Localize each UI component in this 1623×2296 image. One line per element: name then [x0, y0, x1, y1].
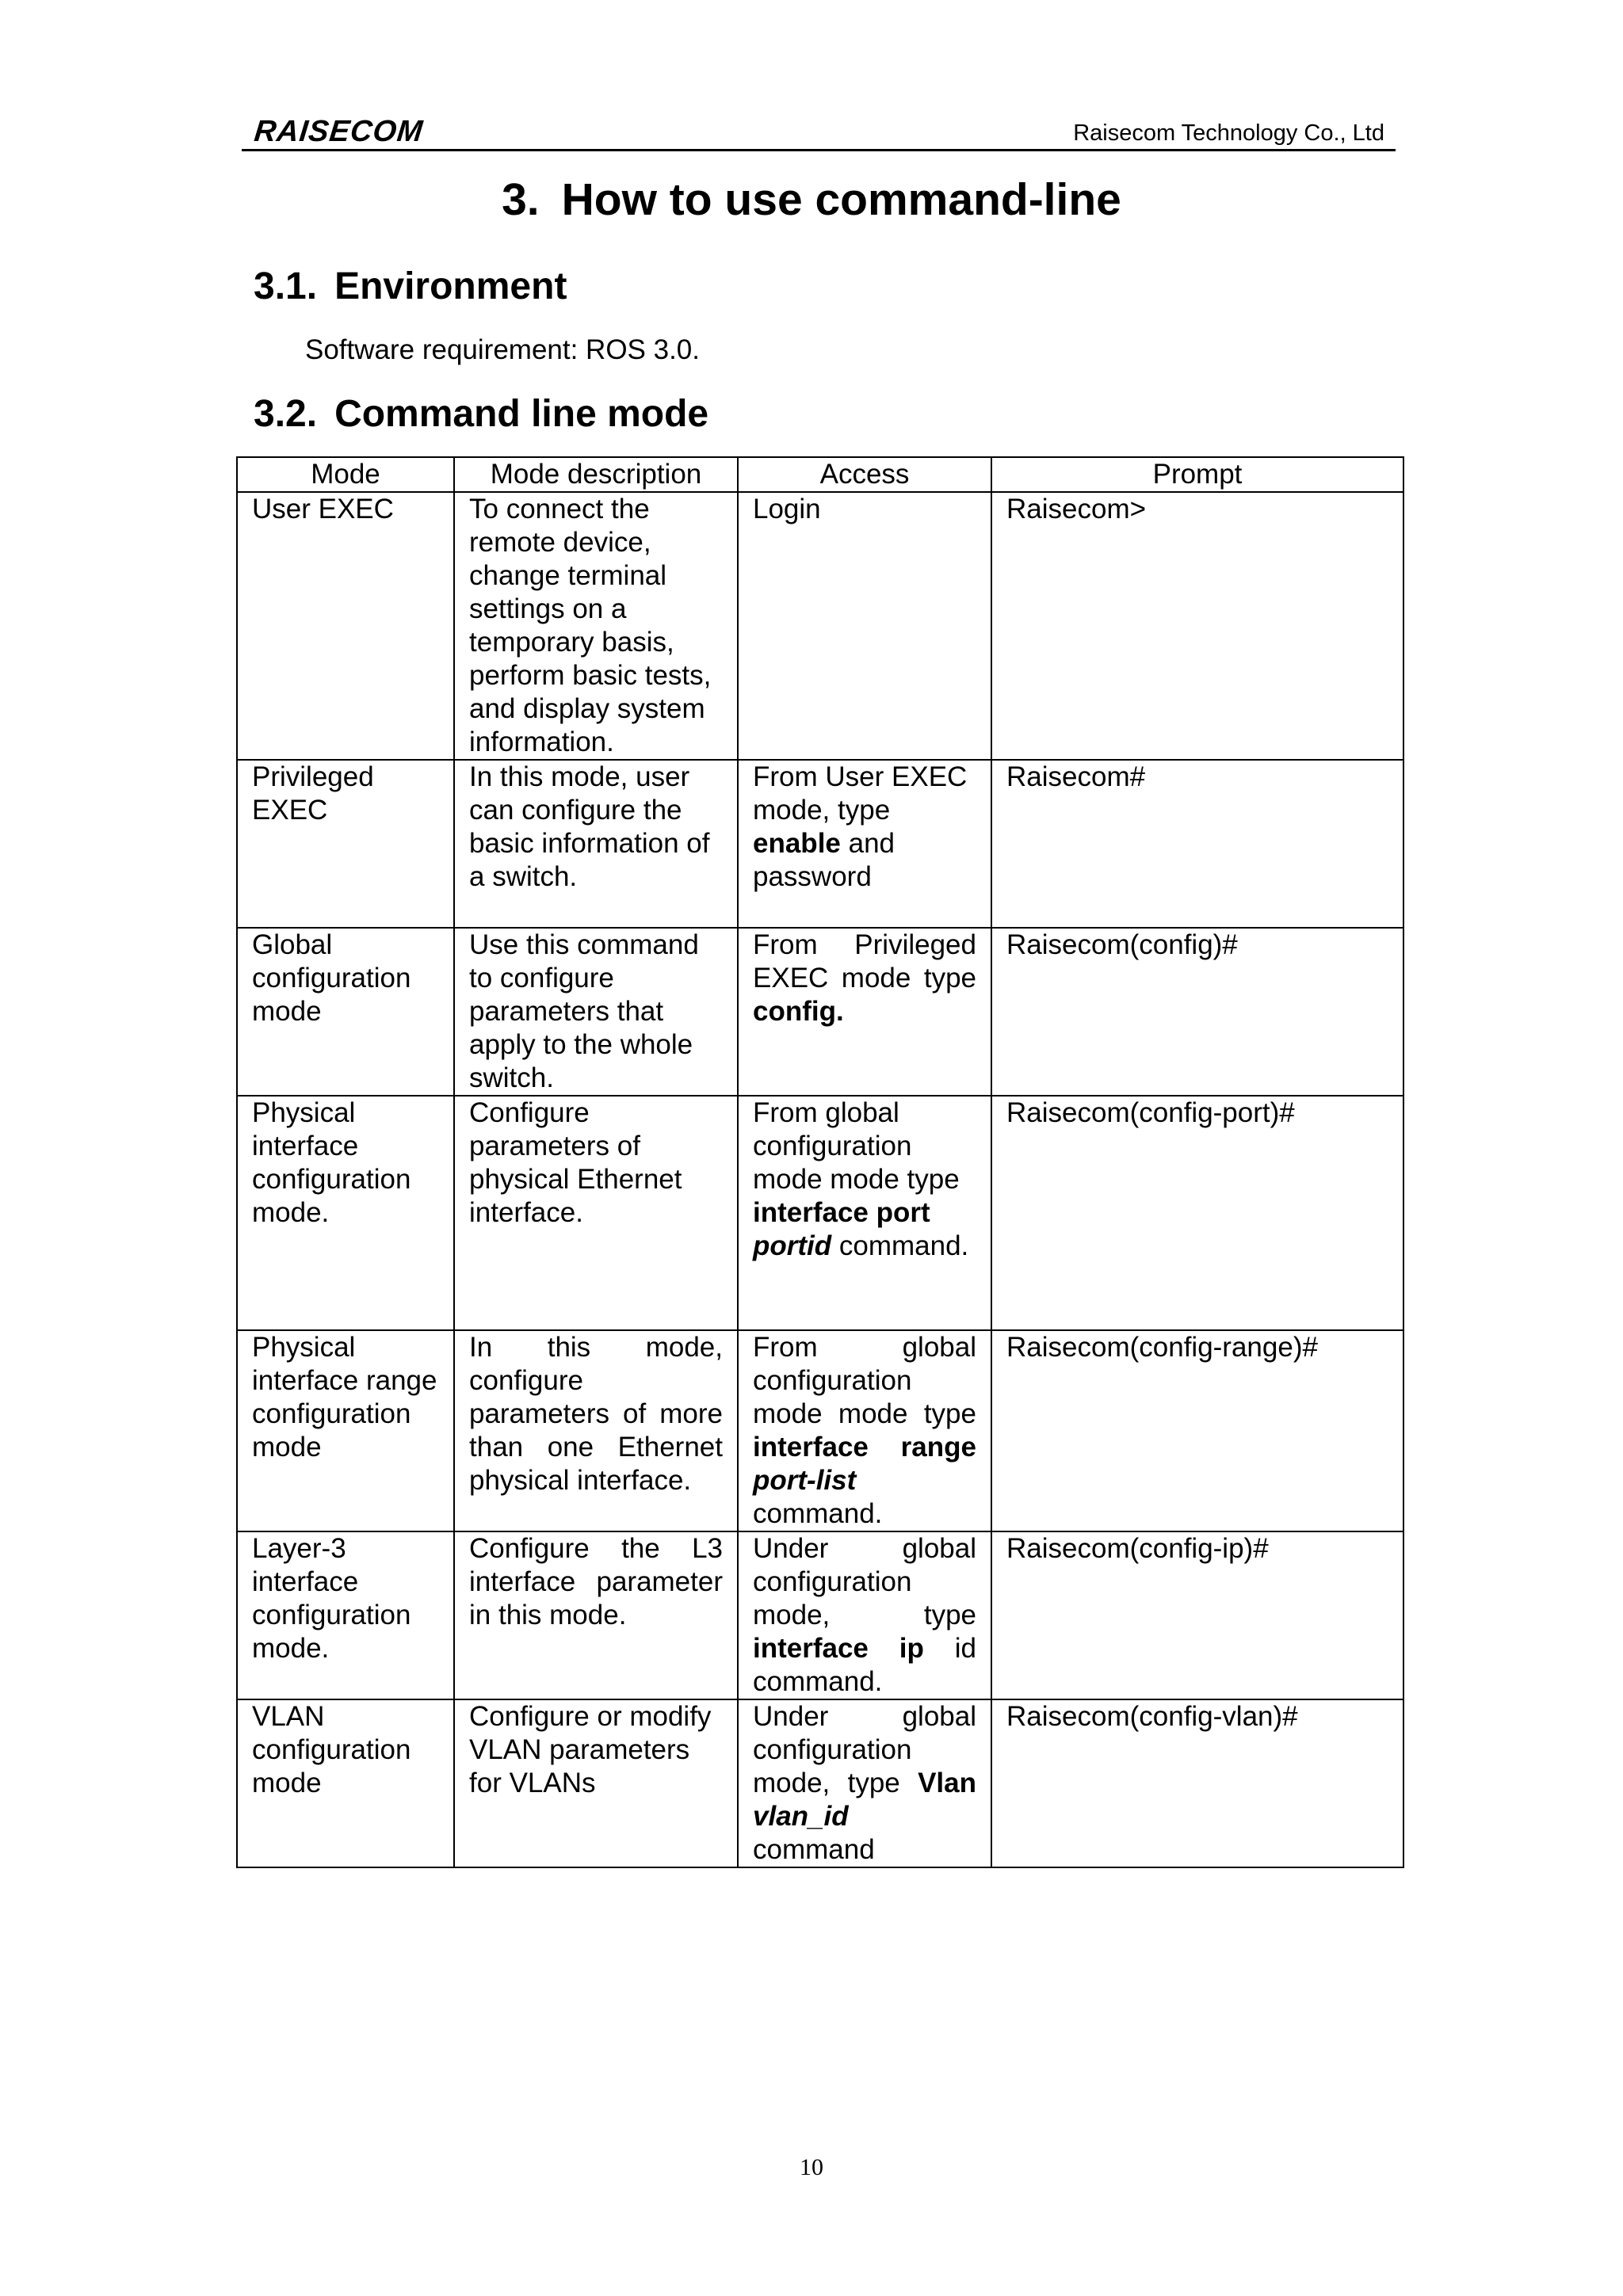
header-mode: Mode	[237, 457, 454, 492]
access-cell	[738, 492, 991, 760]
access-command: enable	[753, 828, 841, 859]
prompt-cell: Raisecom(config-port)#	[991, 1096, 1403, 1330]
prompt-cell: Raisecom(config-range)#	[991, 1330, 1403, 1531]
table-row	[237, 1531, 1403, 1699]
description-cell: Configure parameters of physical Ethernet interface.	[454, 1096, 738, 1330]
description-cell: Configure the L3 interface parameter in this mode.	[454, 1531, 738, 1699]
access-text: command.	[831, 1230, 969, 1261]
access-command: interface range	[753, 1432, 976, 1463]
prompt-cell: Raisecom>	[991, 492, 1403, 760]
access-text: Under global configuration mode, type	[753, 1701, 976, 1798]
access-command: interface ip	[753, 1633, 924, 1664]
description-cell: In this mode, user can configure the basic information of a switch.	[454, 760, 738, 928]
access-text: From User EXEC mode, type	[753, 761, 968, 826]
access-text: and password	[753, 828, 896, 892]
section-heading-command-line-mode	[254, 391, 708, 438]
prompt-cell: Raisecom#	[991, 760, 1403, 928]
prompt-cell: Raisecom(config-vlan)#	[991, 1699, 1403, 1867]
access-command: Vlan	[918, 1768, 976, 1798]
table-row	[237, 928, 1403, 1096]
header-access: Access	[738, 457, 991, 492]
section-number: 3.1.	[254, 265, 318, 307]
access-command: interface port	[753, 1197, 930, 1228]
mode-cell: VLAN configuration mode	[237, 1699, 454, 1867]
access-text: From global configuration mode mode type	[753, 1332, 976, 1429]
chapter-number: 3.	[502, 174, 540, 225]
access-cell	[738, 1699, 991, 1867]
table-row	[237, 1699, 1403, 1867]
access-text: command	[753, 1834, 875, 1865]
page-header	[242, 116, 1396, 151]
mode-cell: Physical interface configuration mode.	[237, 1096, 454, 1330]
page-number: 10	[800, 2154, 823, 2180]
table-row	[237, 1096, 1403, 1330]
access-cell	[738, 1330, 991, 1531]
access-cell	[738, 1531, 991, 1699]
mode-cell: Privileged EXEC	[237, 760, 454, 928]
mode-cell: Layer-3 interface configuration mode.	[237, 1531, 454, 1699]
raisecom-logo: RAISECOM	[252, 115, 426, 148]
description-cell: In this mode, configure parameters of more than one Ethernet physical interface.	[454, 1330, 738, 1531]
section-title: Command line mode	[334, 393, 709, 435]
access-argument: portid	[753, 1230, 832, 1261]
access-cell	[738, 760, 991, 928]
description-cell: Configure or modify VLAN parameters for VLANs	[454, 1699, 738, 1867]
software-requirement-text: Software requirement: ROS 3.0.	[305, 334, 700, 365]
access-command: config.	[753, 996, 844, 1027]
prompt-cell: Raisecom(config)#	[991, 928, 1403, 1096]
table-row	[237, 492, 1403, 760]
access-argument: port-list	[753, 1465, 857, 1496]
table-header-row	[237, 457, 1403, 492]
description-cell: To connect the remote device, change terminal settings on a temporary basis, perform basic tests, and display system information.	[454, 492, 738, 760]
command-mode-table	[236, 456, 1404, 1868]
access-text: id command.	[753, 1633, 976, 1697]
access-cell	[738, 1096, 991, 1330]
chapter-title-text: How to use command-line	[561, 174, 1121, 225]
prompt-cell: Raisecom(config-ip)#	[991, 1531, 1403, 1699]
section-heading-environment	[254, 263, 567, 311]
header-prompt: Prompt	[991, 457, 1403, 492]
access-text: Login	[753, 494, 821, 524]
chapter-title	[0, 168, 1623, 231]
access-cell	[738, 928, 991, 1096]
mode-cell: User EXEC	[237, 492, 454, 760]
access-argument: vlan_id	[753, 1801, 849, 1832]
section-title: Environment	[334, 265, 567, 307]
access-text: From global configuration mode mode type	[753, 1097, 960, 1195]
access-text: command.	[753, 1498, 883, 1529]
company-name: Raisecom Technology Co., Ltd	[1073, 120, 1384, 146]
description-cell: Use this command to configure parameters that apply to the whole switch.	[454, 928, 738, 1096]
mode-cell: Global configuration mode	[237, 928, 454, 1096]
access-text: From Privileged EXEC mode type	[753, 929, 976, 994]
table-row	[237, 1330, 1403, 1531]
access-text: Under global configuration mode, type	[753, 1533, 976, 1630]
header-mode-description: Mode description	[454, 457, 738, 492]
mode-cell: Physical interface range configuration mode	[237, 1330, 454, 1531]
section-number: 3.2.	[254, 393, 318, 435]
table-row	[237, 760, 1403, 928]
